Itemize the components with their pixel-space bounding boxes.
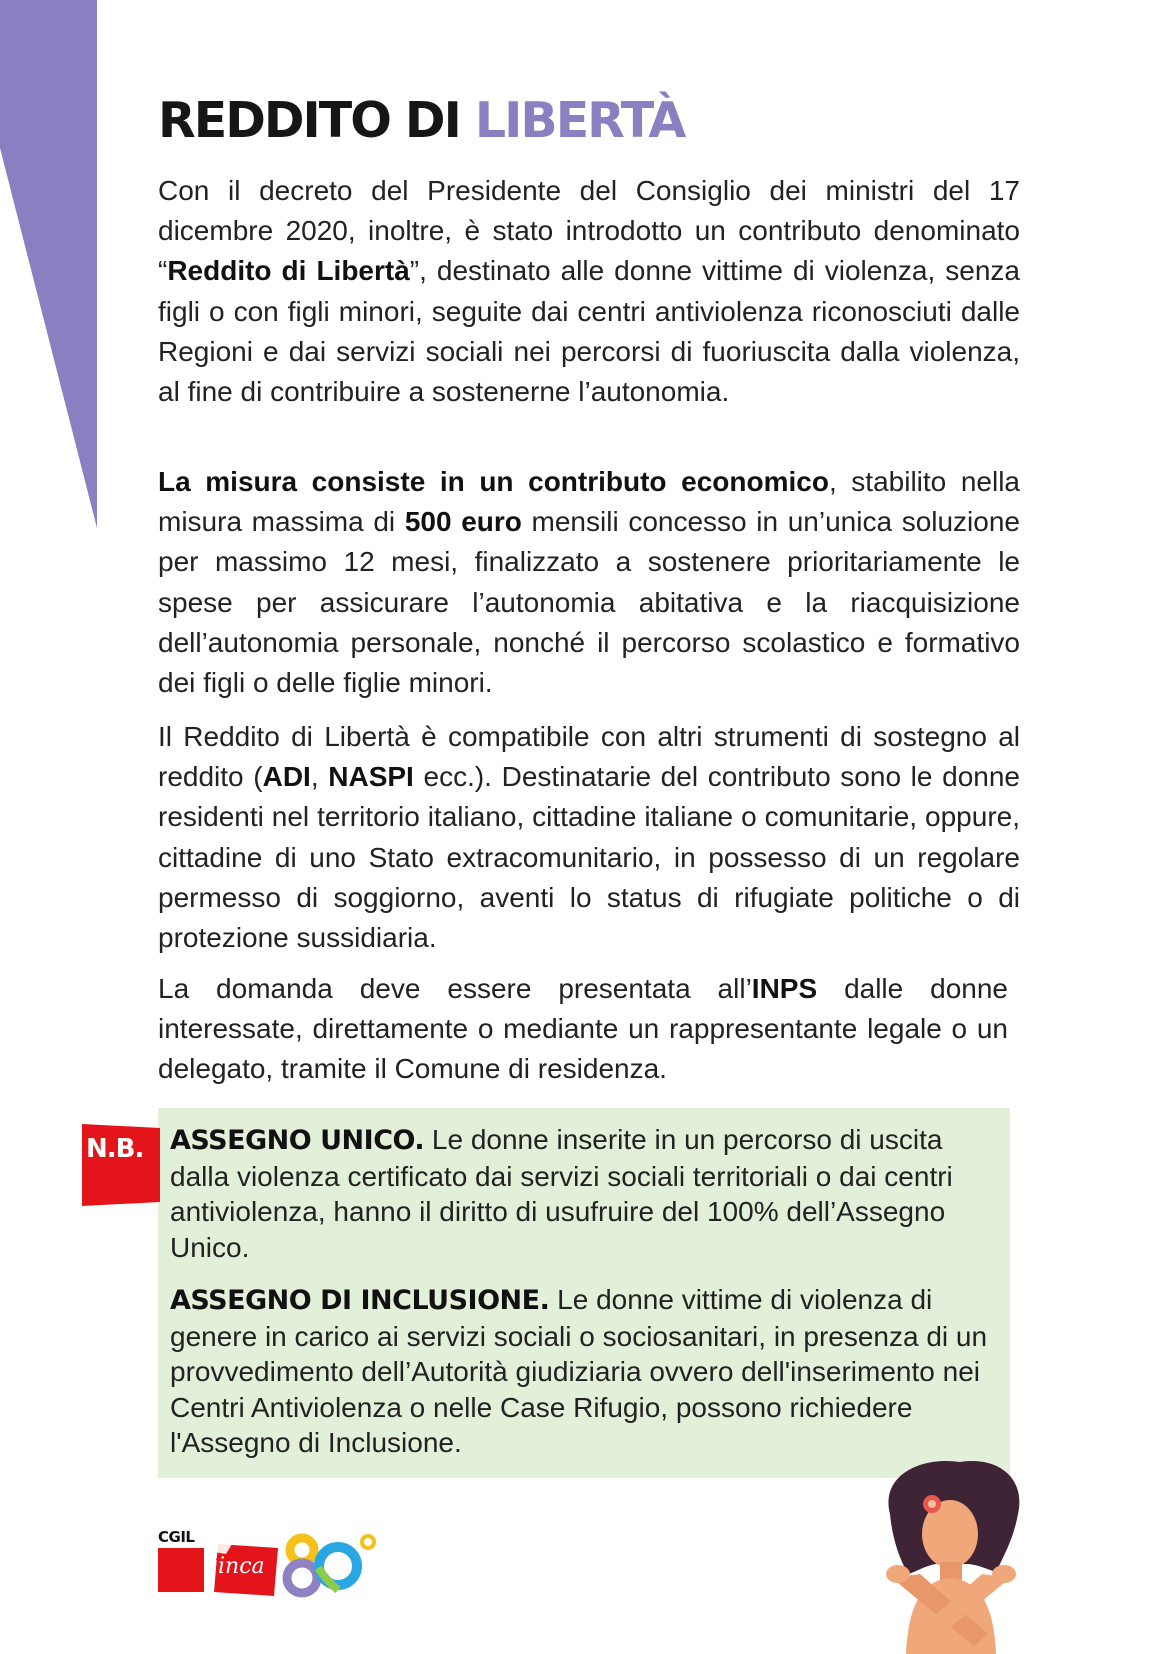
nb-heading: ASSEGNO UNICO. (170, 1125, 425, 1156)
nb-heading: ASSEGNO DI INCLUSIONE. (170, 1285, 550, 1316)
nb-text: Le donne inserite in un percorso di uscita dalla violenza certificato dai servizi sociali territoriali o dai centri antiviolenza, hanno il diritto di usufruire del 100% dell’Assegno Unico. (170, 1124, 953, 1263)
text-span: , stabilito nella misura massima di (158, 466, 1020, 538)
text-span: Con il decreto del Presidente del Consiglio dei ministri del 17 dicembre 2020, inoltre, è stato introdotto un contributo denominato “ (158, 175, 1020, 287)
title-part-2: LIBERTÀ (474, 92, 685, 149)
paragraph-measure (158, 462, 1020, 703)
nb-assegno-unico (170, 1122, 1000, 1265)
anniversary-80-icon (280, 1530, 380, 1600)
nb-text: Le donne vittime di violenza di genere in carico ai servizi sociali o sociosanitari, in presenza di un provvedimento dell’Autorità giudiziaria ovvero dell'inserimento nei Centri Antiviolenza o nelle Case Rifugio, possono richiedere l'Assegno di Inclusione. (170, 1284, 988, 1458)
nb-assegno-inclusione (170, 1282, 1000, 1461)
bold-span: INPS (751, 973, 818, 1004)
bold-span: 500 euro (404, 506, 522, 538)
nb-label: N.B. (86, 1134, 144, 1164)
text-span: Il Reddito di Libertà è compatibile con altri strumenti di sostegno al reddito ( (158, 721, 1020, 793)
cgil-logo-text: CGIL (158, 1528, 195, 1546)
bold-span: Reddito di Libertà (167, 255, 410, 287)
bold-span: NASPI (328, 761, 414, 793)
inca-logo-text: inca (218, 1554, 265, 1579)
text-span: ecc.). Destinatarie del contributo sono le donne residenti nel territorio italiano, cittadine italiane o comunitarie, oppure, cittadine di uno Stato extracomunitario, in possesso di un regolare permesso di soggiorno, aventi lo status di rifugiate politiche o di protezione sussidiaria. (158, 761, 1020, 954)
paragraph-intro (158, 171, 1020, 412)
woman-illustration (880, 1456, 1022, 1654)
bold-span: La misura consiste in un contributo economico (158, 466, 829, 497)
page-title (158, 92, 684, 151)
text-span: dalle donne interessate, direttamente o mediante un rappresentante legale o un delegato, tramite il Comune di residenza. (158, 973, 1009, 1085)
cgil-logo-icon (158, 1548, 204, 1592)
nb-box (158, 1108, 1010, 1478)
paragraph-application (158, 969, 1008, 1090)
text-span: mensili concesso in un’unica soluzione per massimo 12 mesi, finalizzato a sostenere prioritariamente le spese per assicurare l’autonomia abitativa e la riacquisizione dell’autonomia personale, nonché il percorso scolastico e formativo dei figli o delle figlie minori. (158, 506, 1020, 699)
logos (158, 1528, 378, 1600)
bold-span: ADI (262, 761, 311, 793)
text-span: , (310, 761, 329, 793)
paragraph-compatibility (158, 717, 1020, 958)
text-span: ”, destinato alle donne vittime di violenza, senza figli o con figli minori, seguite dai centri antiviolenza riconosciuti dalle Regioni e dai servizi sociali nei percorsi di fuoriuscita dalla violenza, al fine di contribuire a sostenerne l’autonomia. (158, 255, 1020, 408)
decorative-wedge (0, 0, 100, 530)
title-part-1: REDDITO DI (158, 92, 475, 149)
text-span: La domanda deve essere presentata all’ (158, 973, 752, 1004)
